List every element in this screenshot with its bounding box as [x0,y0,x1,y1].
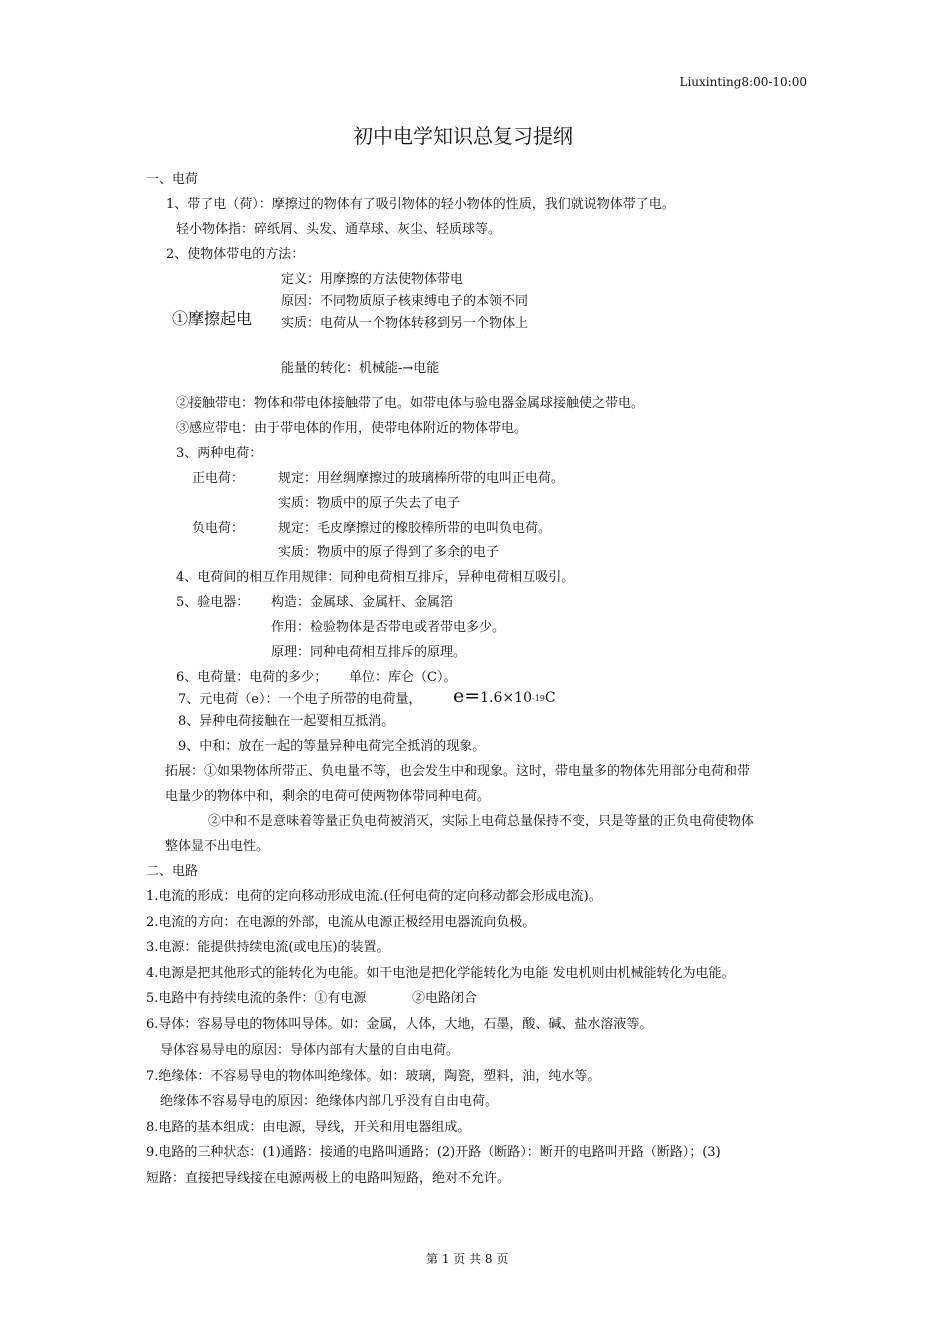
positive-charge-label: 正电荷： [192,471,245,486]
section-heading-circuit: 二、电路 [146,864,199,879]
page-number: 第 1 页 共 8 页 [426,1252,509,1266]
item-methods: 2、使物体带电的方法： [166,247,305,262]
item-light-objects: 轻小物体指：碎纸屑、头发、通草球、灰尘、轻质球等。 [176,222,502,237]
item-neutralization: 9、中和：放在一起的等量异种电荷完全抵消的现象。 [178,739,486,754]
formula-symbol-e: e [453,685,465,707]
circuit-item-6-cont: 导体容易导电的原因：导体内部有大量的自由电荷。 [160,1043,460,1058]
circuit-item-4: 4.电源是把其他形式的能转化为电能。如干电池是把化学能转化为电能 发电机则由机械能转化为电能。 [146,966,735,981]
negative-charge-rule: 规定：毛皮摩擦过的橡胶棒所带的电叫负电荷。 [278,521,552,536]
circuit-item-9: 9.电路的三种状态：(1)通路：接通的电路叫通路；(2)开路（断路）：断开的电路叫开路（断路）；(3) [146,1145,721,1160]
friction-energy: 能量的转化：机械能-→电能 [281,361,440,376]
circuit-item-5: 5.电路中有持续电流的条件：①有电源 [146,991,367,1006]
formula-exponent: -19 [531,694,545,703]
circuit-item-1: 1.电流的形成：电荷的定向移动形成电流.(任何电荷的定向移动都会形成电流)。 [146,889,602,904]
friction-label: ①摩擦起电 [172,309,253,328]
extension-2: ②中和不是意味着等量正负电荷被消灭，实际上电荷总量保持不变，只是等量的正负电荷使物体 [208,814,755,829]
elementary-charge-formula [453,684,556,711]
section-heading-charge: 一、电荷 [146,172,199,187]
positive-charge-essence: 实质：物质中的原子失去了电子 [278,496,461,511]
contact-charging: ②接触带电：物体和带电体接触带了电。如带电体与验电器金属球接触使之带电。 [176,396,645,411]
quantity-unit: 单位：库仑（C）。 [349,670,457,685]
circuit-item-7: 7.绝缘体：不容易导电的物体叫绝缘体。如：玻璃，陶瓷，塑料，油，纯水等。 [146,1069,601,1084]
positive-charge-rule: 规定：用丝绸摩擦过的玻璃棒所带的电叫正电荷。 [278,471,565,486]
circuit-item-9-cont: 短路：直接把导线接在电源两极上的电路叫短路，绝对不允许。 [146,1171,511,1186]
formula-unit: C [544,690,556,706]
page-title: 初中电学知识总复习提纲 [353,124,573,148]
formula-value: 1.6×10 [480,690,532,706]
negative-charge-essence: 实质：物质中的原子得到了多余的电子 [278,545,500,560]
item-cancel: 8、异种电荷接触在一起要相互抵消。 [178,714,395,729]
friction-cause: 原因：不同物质原子核束缚电子的本领不同 [281,294,529,309]
item-charged: 1、带了电（荷）：摩擦过的物体有了吸引物体的轻小物体的性质，我们就说物体带了电。 [166,197,675,212]
extension-1: 拓展：①如果物体所带正、负电量不等，也会发生中和现象。这时，带电量多的物体先用部分电荷和带 [165,764,751,779]
induction-charging: ③感应带电：由于带电体的作用，使带电体附近的物体带电。 [176,421,528,436]
electroscope-principle: 原理：同种电荷相互排斥的原理。 [271,645,467,660]
circuit-item-3: 3.电源：能提供持续电流(或电压)的装置。 [146,940,390,955]
item-interaction-law: 4、电荷间的相互作用规律：同种电荷相互排斥，异种电荷相互吸引。 [176,570,575,585]
extension-1-cont: 电量少的物体中和，剩余的电荷可使两物体带同种电荷。 [165,789,491,804]
circuit-item-7-cont: 绝缘体不容易导电的原因：绝缘体内部几乎没有自由电荷。 [160,1094,499,1109]
electroscope-use: 作用：检验物体是否带电或者带电多少。 [271,620,506,635]
friction-essence: 实质：电荷从一个物体转移到另一个物体上 [281,316,529,331]
circuit-item-8: 8.电路的基本组成：由电源，导线，开关和用电器组成。 [146,1120,471,1135]
item-two-charges: 3、两种电荷： [176,446,263,461]
item-electroscope: 5、验电器： [176,595,250,610]
circuit-item-6: 6.导体：容易导电的物体叫导体。如：金属，人体，大地，石墨，酸、碱、盐水溶液等。 [146,1017,653,1032]
negative-charge-label: 负电荷： [192,521,245,536]
electroscope-structure: 构造：金属球、金属杆、金属箔 [271,595,454,610]
circuit-item-5-cont: ②电路闭合 [412,991,478,1006]
friction-definition: 定义：用摩擦的方法使物体带电 [281,272,464,287]
extension-2-cont: 整体显不出电性。 [165,839,270,854]
item-quantity: 6、电荷量：电荷的多少； [176,670,328,685]
circuit-item-2: 2.电流的方向：在电源的外部，电流从电源正极经用电器流向负极。 [146,915,536,930]
formula-equals: = [464,685,481,707]
running-head: Liuxinting8:00-10:00 [679,75,807,89]
item-elementary-charge: 7、元电荷（e）：一个电子所带的电荷量， [178,692,422,707]
